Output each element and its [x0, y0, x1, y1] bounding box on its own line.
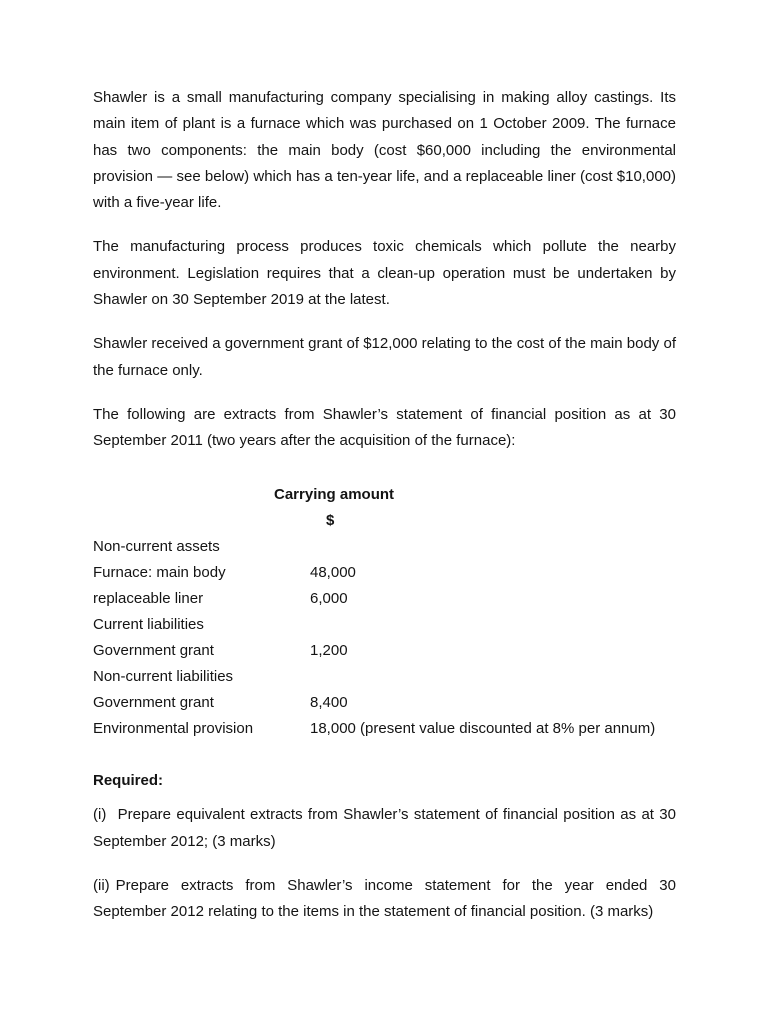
row-label: Current liabilities [93, 615, 204, 633]
question-text: Prepare equivalent extracts from Shawler’s statement of financial position as at 30 September 2012; (3 marks) [93, 806, 676, 850]
row-label: replaceable liner [93, 589, 204, 607]
row-label: Environmental provision [93, 720, 254, 738]
question-item [93, 802, 676, 855]
table-row [93, 560, 676, 586]
table-row [93, 716, 676, 742]
row-value: 18,000 (present value discounted at 8% per annum) [310, 720, 656, 738]
document-page [93, 85, 676, 926]
financial-position-table [93, 534, 676, 743]
table-row [93, 586, 676, 612]
table-row [93, 638, 676, 664]
required-heading: Required: [93, 772, 164, 790]
row-label: Government grant [93, 694, 214, 712]
table-row [93, 664, 676, 690]
row-value: 1,200 [310, 641, 348, 659]
row-value: 48,000 [310, 563, 356, 581]
legislation-paragraph: The manufacturing process produces toxic chemicals which pollute the nearby environment. Legislation requires that a clean-up operation must be undertaken by Shawler on 30 September 2019 at the latest. [93, 238, 676, 309]
row-label: Government grant [93, 641, 214, 659]
column-unit: $ [326, 511, 335, 529]
column-heading: Carrying amount [274, 485, 395, 503]
table-row [93, 690, 676, 716]
table-row [93, 612, 676, 638]
table-row [93, 534, 676, 560]
extracts-intro-paragraph: The following are extracts from Shawler’s statement of financial position as at 30 September 2011 (two years after the acquisition of the furnace): [93, 405, 676, 450]
question-number: (ii) [93, 876, 110, 894]
table-header [93, 482, 676, 534]
row-label: Furnace: main body [93, 563, 226, 581]
question-item [93, 873, 676, 926]
row-value: 8,400 [310, 694, 348, 712]
question-text: Prepare extracts from Shawler’s income statement for the year ended 30 September 2012 relating to the items in the statement of financial position. (3 marks) [93, 876, 676, 921]
row-value: 6,000 [310, 589, 348, 607]
grant-paragraph: Shawler received a government grant of $12,000 relating to the cost of the main body of the furnace only. [93, 335, 676, 379]
intro-paragraph: Shawler is a small manufacturing company specialising in making alloy castings. Its main item of plant is a furnace which was purchased on 1 October 2009. The furnace has two components: the main body (cost $60,000 including the environmental provision — see below) which has a ten-year life, and a replaceable liner (cost $10,000) with a five-year life. [93, 89, 676, 212]
question-number: (i) [93, 806, 107, 824]
row-label: Non-current liabilities [93, 668, 234, 686]
row-label: Non-current assets [93, 537, 220, 555]
